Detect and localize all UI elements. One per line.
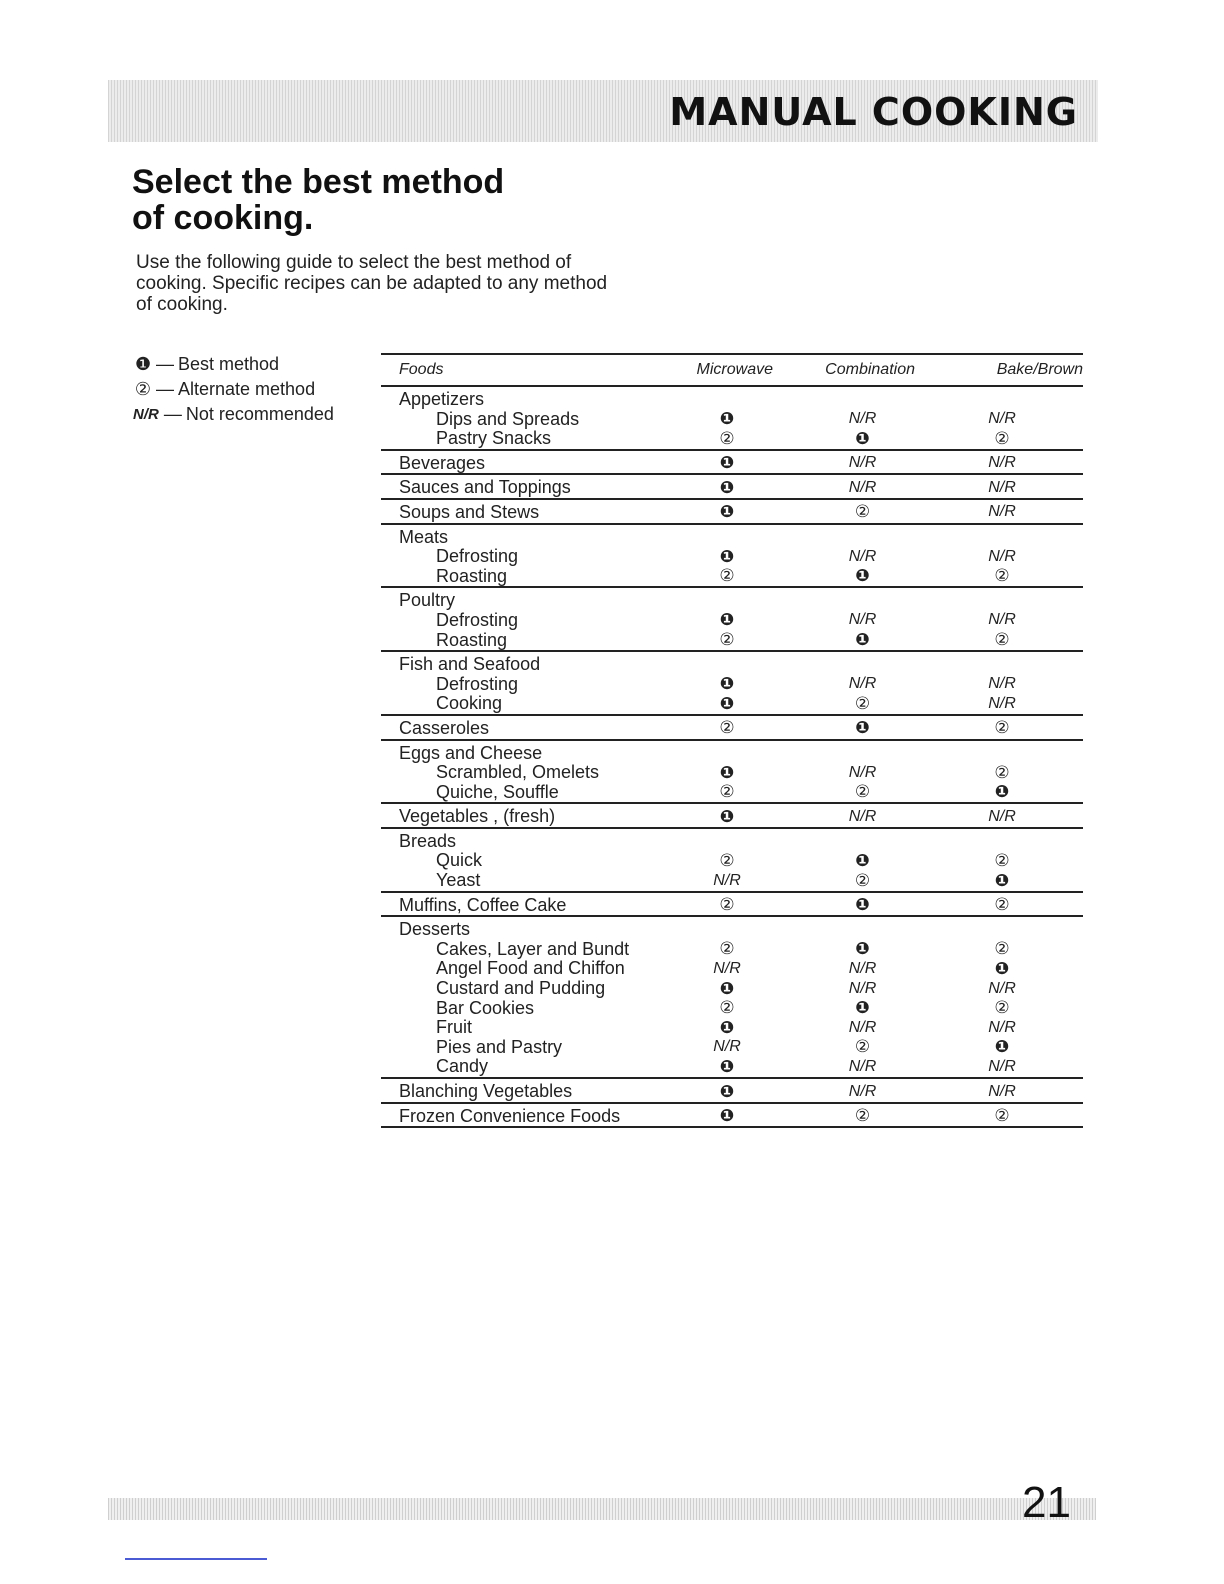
table-row (381, 1037, 1083, 1057)
food-label: Poultry (399, 590, 456, 611)
table-row (381, 1056, 1083, 1076)
microwave-rating: ② (719, 782, 735, 802)
food-label: Defrosting (436, 673, 519, 694)
table-row (381, 919, 1083, 939)
combination-rating: ② (854, 1106, 871, 1126)
column-header-microwave: Microwave (696, 361, 773, 378)
table-row (381, 1106, 1083, 1126)
table-row (381, 958, 1083, 978)
table-row (381, 870, 1083, 890)
table-row (381, 762, 1083, 782)
microwave-rating: ② (719, 428, 735, 448)
combination-rating: ② (854, 1037, 871, 1057)
bake-brown-rating: N/R (988, 694, 1016, 712)
combination-rating: ❶ (855, 850, 870, 870)
bake-brown-rating: N/R (988, 611, 1016, 629)
food-label: Casseroles (399, 717, 490, 738)
table-row (381, 409, 1083, 429)
bake-brown-rating: ❶ (994, 958, 1010, 978)
table-row (381, 610, 1083, 630)
microwave-rating: ❶ (719, 1056, 735, 1076)
table-row (381, 453, 1083, 473)
table-body (381, 387, 1083, 1128)
legend (133, 352, 334, 427)
food-label: Roasting (436, 629, 508, 650)
food-label: Quick (436, 850, 483, 871)
table-row-group (381, 829, 1083, 893)
bake-brown-rating: N/R (988, 547, 1016, 565)
table-row (381, 546, 1083, 566)
combination-rating: N/R (848, 675, 877, 693)
microwave-rating: ② (719, 998, 735, 1018)
food-label: Eggs and Cheese (399, 742, 543, 763)
microwave-rating: ❶ (719, 1106, 735, 1126)
footer-bar (108, 1498, 1096, 1520)
food-label: Quiche, Souffle (436, 781, 559, 802)
table-row-group (381, 525, 1083, 589)
combination-rating: ❶ (855, 939, 870, 959)
combination-rating: N/R (848, 611, 877, 629)
table-row-group (381, 804, 1083, 829)
table-row (381, 630, 1083, 650)
table-row (381, 477, 1083, 497)
food-label: Blanching Vegetables (399, 1081, 573, 1101)
food-label: Frozen Convenience Foods (399, 1105, 621, 1126)
food-label: Vegetables , (fresh) (399, 806, 556, 827)
alternate-method-icon: ② (134, 379, 152, 399)
column-header-foods: Foods (399, 361, 444, 378)
combination-rating: N/R (848, 547, 877, 565)
table-row (381, 850, 1083, 870)
combination-rating: ② (854, 502, 871, 522)
bake-brown-rating: ② (994, 762, 1010, 782)
best-method-icon: ❶ (134, 354, 152, 374)
combination-rating: ❶ (855, 566, 870, 586)
bake-brown-rating: ❶ (994, 1037, 1010, 1057)
table-row-group (381, 1079, 1083, 1104)
table-row-group (381, 716, 1083, 741)
bake-brown-rating: N/R (988, 675, 1016, 693)
bake-brown-rating: N/R (988, 979, 1016, 997)
table-row-group (381, 893, 1083, 918)
legend-label: Alternate method (178, 379, 316, 399)
microwave-rating: ❶ (719, 1081, 735, 1101)
food-label: Pies and Pastry (436, 1036, 563, 1057)
bake-brown-rating: N/R (988, 1082, 1016, 1100)
combination-rating: N/R (848, 478, 877, 496)
food-label: Beverages (399, 452, 486, 473)
combination-rating: ❶ (855, 428, 870, 448)
table-row-group (381, 451, 1083, 476)
microwave-rating: ② (719, 895, 735, 915)
page-title-line-2: of cooking. (132, 199, 314, 237)
table-row-group (381, 1104, 1083, 1129)
combination-rating: N/R (848, 454, 877, 472)
table-row (381, 693, 1083, 713)
bake-brown-rating: ❶ (994, 870, 1010, 890)
bake-brown-rating: N/R (988, 1057, 1016, 1075)
page-title-line-1: Select the best method (132, 163, 505, 201)
food-label: Roasting (436, 565, 508, 586)
combination-rating: N/R (848, 1018, 877, 1036)
table-row (381, 389, 1083, 409)
microwave-rating: ② (719, 939, 735, 959)
food-label: Pastry Snacks (436, 428, 552, 449)
combination-rating: N/R (848, 807, 877, 825)
table-row-group (381, 500, 1083, 525)
microwave-rating: ❶ (719, 806, 735, 826)
food-label: Soups and Stews (399, 501, 540, 522)
combination-rating: N/R (848, 763, 877, 781)
page-number: 21 (1022, 1478, 1071, 1527)
food-label: Custard and Pudding (436, 978, 606, 999)
bake-brown-rating: ② (994, 566, 1010, 586)
combination-rating: ② (854, 870, 871, 890)
table-row (381, 978, 1083, 998)
food-label: Cakes, Layer and Bundt (436, 938, 630, 959)
combination-rating: N/R (848, 1082, 877, 1100)
table-row (381, 674, 1083, 694)
food-label: Dips and Spreads (436, 408, 580, 429)
bake-brown-rating: ② (994, 850, 1010, 870)
food-label: Defrosting (436, 609, 519, 630)
microwave-rating: ❶ (719, 502, 735, 522)
footer-rule (125, 1558, 267, 1560)
table-row (381, 939, 1083, 959)
microwave-rating: ② (719, 630, 735, 650)
microwave-rating: ❶ (719, 453, 735, 473)
microwave-rating: ❶ (719, 610, 735, 630)
combination-rating: ② (854, 782, 871, 802)
legend-label: Best method (178, 354, 280, 374)
column-header-bake-brown: Bake/Brown (996, 361, 1083, 378)
combination-rating: ❶ (855, 895, 870, 915)
food-label: Candy (436, 1056, 489, 1077)
microwave-rating: ❶ (719, 762, 735, 782)
food-label: Defrosting (436, 546, 519, 567)
table-row (381, 998, 1083, 1018)
bake-brown-rating: ② (994, 998, 1010, 1018)
table-row (381, 806, 1083, 826)
microwave-rating: ② (719, 566, 735, 586)
combination-rating: ❶ (855, 998, 870, 1018)
table-row (381, 566, 1083, 586)
table-row-group (381, 387, 1083, 451)
table-header (381, 353, 1083, 387)
bake-brown-rating: ② (994, 718, 1010, 738)
cooking-method-table (381, 353, 1083, 1128)
bake-brown-rating: ② (994, 630, 1010, 650)
combination-rating: ❶ (855, 718, 870, 738)
table-row (381, 428, 1083, 448)
bake-brown-rating: N/R (988, 410, 1016, 428)
microwave-rating: ❶ (719, 674, 735, 694)
bake-brown-rating: N/R (988, 478, 1016, 496)
microwave-rating: ② (719, 850, 735, 870)
food-label: Yeast (436, 870, 481, 891)
table-row (381, 743, 1083, 763)
food-label: Breads (399, 830, 457, 851)
legend-item-not-recommended: N/R — Not recommended (133, 402, 334, 427)
food-label: Appetizers (399, 389, 485, 409)
table-row-group (381, 588, 1083, 652)
combination-rating: N/R (848, 410, 877, 428)
food-label: Angel Food and Chiffon (436, 958, 625, 979)
microwave-rating: N/R (713, 871, 741, 889)
table-row (381, 527, 1083, 547)
bake-brown-rating: ② (994, 1106, 1010, 1126)
table-row (381, 654, 1083, 674)
legend-label: Not recommended (185, 404, 334, 424)
section-title: MANUAL COOKING (669, 90, 1078, 134)
combination-rating: ❶ (855, 630, 870, 650)
legend-item-alternate: ② — Alternate method (133, 377, 334, 402)
combination-rating: N/R (848, 959, 877, 977)
column-header-combination: Combination (825, 361, 915, 378)
microwave-rating: ❶ (719, 693, 735, 713)
bake-brown-rating: ② (994, 939, 1010, 959)
food-label: Muffins, Coffee Cake (399, 894, 567, 915)
table-row-group (381, 741, 1083, 805)
food-label: Meats (399, 526, 449, 547)
table-row (381, 831, 1083, 851)
header-bar (108, 80, 1098, 142)
page-title (132, 164, 504, 236)
combination-rating: ② (854, 693, 871, 713)
table-row (381, 895, 1083, 915)
bake-brown-rating: ② (994, 428, 1010, 448)
microwave-rating: N/R (713, 1038, 741, 1056)
food-label: Fish and Seafood (399, 654, 541, 675)
bake-brown-rating: ❶ (994, 782, 1010, 802)
food-label: Cooking (436, 693, 503, 714)
microwave-rating: ❶ (719, 546, 735, 566)
microwave-rating: ❶ (719, 409, 735, 429)
table-row (381, 1081, 1083, 1101)
not-recommended-symbol: N/R (133, 406, 159, 423)
food-label: Scrambled, Omelets (436, 762, 600, 783)
intro-paragraph: Use the following guide to select the best method of cooking. Specific recipes can be adapted to any method of cooking. (136, 252, 608, 315)
food-label: Sauces and Toppings (399, 477, 571, 498)
microwave-rating: ❶ (719, 978, 735, 998)
table-row (381, 1017, 1083, 1037)
table-row-group (381, 475, 1083, 500)
table-row-group (381, 652, 1083, 716)
combination-rating: N/R (848, 979, 877, 997)
table-row-group (381, 917, 1083, 1079)
bake-brown-rating: N/R (988, 1018, 1016, 1036)
table-row (381, 782, 1083, 802)
microwave-rating: ❶ (719, 477, 735, 497)
table-row (381, 590, 1083, 610)
microwave-rating: ② (719, 718, 735, 738)
bake-brown-rating: N/R (988, 503, 1016, 521)
table-row (381, 718, 1083, 738)
legend-item-best: ❶ — Best method (133, 352, 334, 377)
bake-brown-rating: N/R (988, 454, 1016, 472)
bake-brown-rating: ② (994, 895, 1010, 915)
combination-rating: N/R (848, 1057, 877, 1075)
microwave-rating: ❶ (719, 1017, 735, 1037)
bake-brown-rating: N/R (988, 807, 1016, 825)
table-row (381, 502, 1083, 522)
food-label: Desserts (399, 919, 471, 940)
food-label: Fruit (436, 1017, 472, 1038)
food-label: Bar Cookies (436, 997, 535, 1018)
microwave-rating: N/R (713, 959, 741, 977)
